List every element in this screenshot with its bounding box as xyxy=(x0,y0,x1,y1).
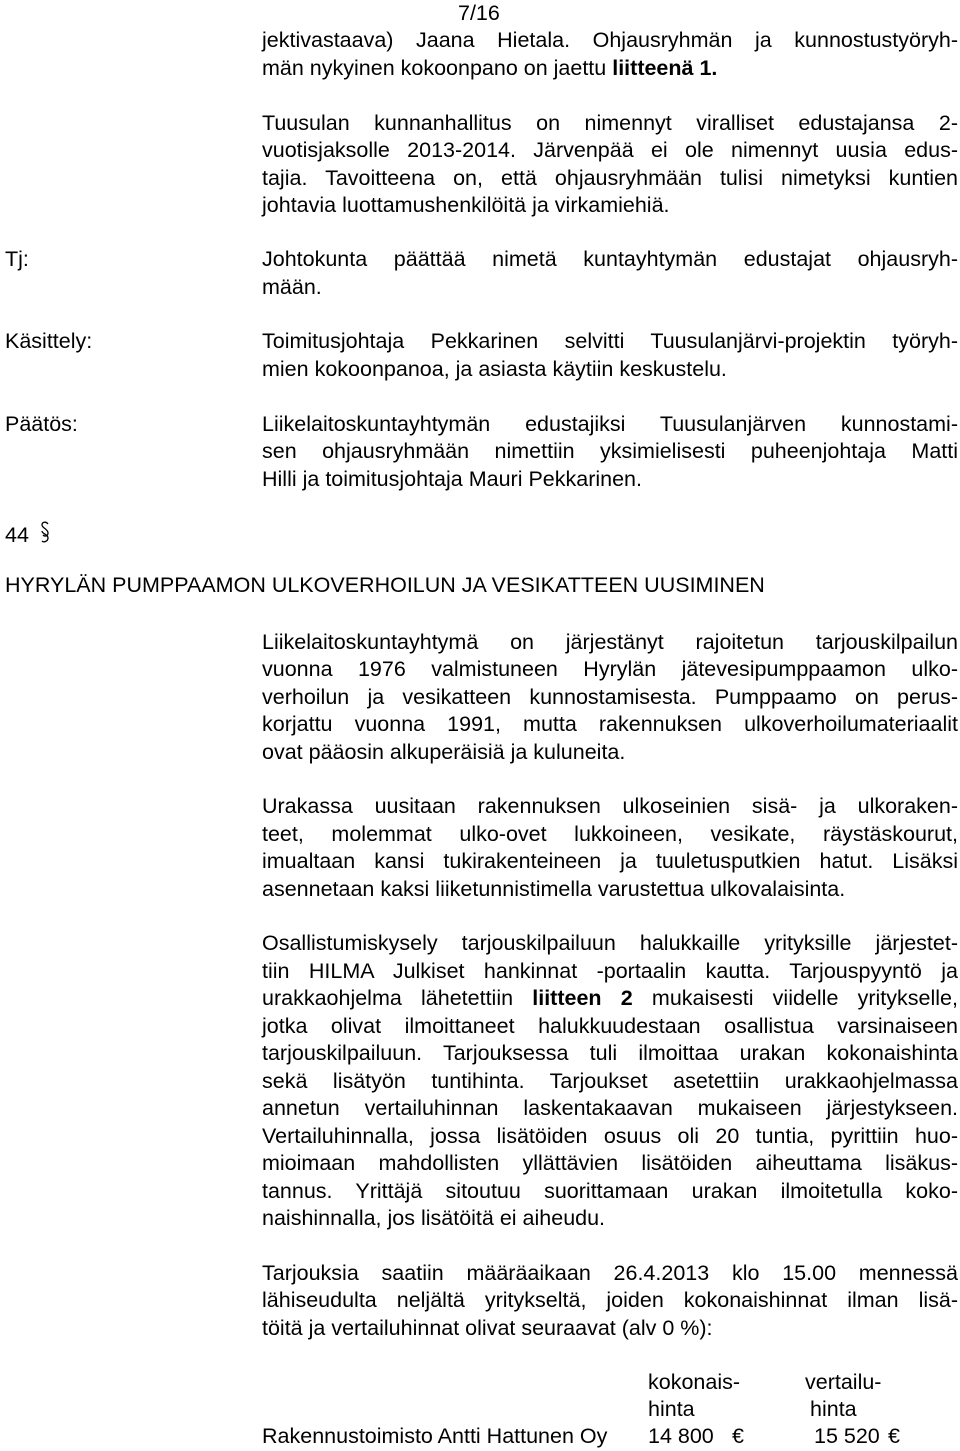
body2-line-2: teet, molemmat ulko-ovet lukkoineen, vesikate, räystäskourut, xyxy=(262,822,958,846)
kasittely-line-1: Toimitusjohtaja Pekkarinen selvitti Tuusulanjärvi-projektin työryh- xyxy=(262,329,958,353)
body2-line-1: Urakassa uusitaan rakennuksen ulkoseinien sisä- ja ulkoraken- xyxy=(262,794,958,818)
kasittely-line-2: mien kokoonpanoa, ja asiasta käytiin keskustelu. xyxy=(262,357,727,381)
body3-line-4: jotka olivat ilmoittaneet halukkuudestaan osallistua varsinaiseen xyxy=(262,1014,958,1038)
row-total: 14 800 xyxy=(648,1424,714,1448)
attachment-ref-1: liitteenä 1 xyxy=(612,56,712,80)
para2-line-1: Tuusulan kunnanhallitus on nimennyt viralliset edustajansa 2- xyxy=(262,111,958,135)
body1-line-2: vuonna 1976 valmistuneen Hyrylän jätevesipumppaamon ulko- xyxy=(262,657,958,681)
body3-line-5: tarjouskilpailuun. Tarjouksessa tuli ilmoittaa urakan kokonaishinta xyxy=(262,1041,958,1065)
table-header-total-bottom: hinta xyxy=(648,1397,695,1421)
body3-line-7: annetun vertailuhinnan laskentakaavan mukaiseen järjestykseen. xyxy=(262,1096,958,1120)
body2-line-3: imualtaan kansi tukirakenteineen ja tuuletusputkien hatut. Lisäksi xyxy=(262,849,958,873)
table-header-comparison-top: vertailu- xyxy=(805,1370,882,1394)
section-sign-icon xyxy=(39,521,51,545)
row-company: Rakennustoimisto Antti Hattunen Oy xyxy=(262,1424,608,1448)
table-header-comparison-bottom: hinta xyxy=(810,1397,857,1421)
paatos-line-3: Hilli ja toimitusjohtaja Mauri Pekkarinen. xyxy=(262,467,642,491)
tj-line-1: Johtokunta päättää nimetä kuntayhtymän edustajat ohjausryh- xyxy=(262,247,958,271)
body3-line-10: tannus. Yrittäjä sitoutuu suorittamaan urakan ilmoitetulla koko- xyxy=(262,1179,958,1203)
body3-line-9: mioimaan mahdollisten yllättävien lisätöiden aiheuttama lisäkus- xyxy=(262,1151,958,1175)
para2-line-3: tajia. Tavoitteena on, että ohjausryhmään tulisi nimetyksi kuntien xyxy=(262,166,958,190)
paatos-line-1: Liikelaitoskuntayhtymän edustajiksi Tuusulanjärven kunnostami- xyxy=(262,412,958,436)
body2-line-4: asennetaan kaksi liiketunnistimella varustettua ulkovalaisinta. xyxy=(262,877,846,901)
body3-line-11: naishinnalla, jos lisätöitä ei aiheudu. xyxy=(262,1206,606,1230)
para2-line-2: vuotisjaksolle 2013-2014. Järvenpää ei ole nimennyt uusia edus- xyxy=(262,138,958,162)
section-number: 44 xyxy=(5,521,51,550)
section-heading: HYRYLÄN PUMPPAAMON ULKOVERHOILUN JA VESIKATTEEN UUSIMINEN xyxy=(5,573,765,597)
attachment-ref-2: liitteen 2 xyxy=(532,986,633,1010)
page-number: 7/16 xyxy=(458,1,500,25)
row-total-currency: € xyxy=(732,1424,744,1448)
paatos-label: Päätös: xyxy=(5,412,78,436)
body3-line-1: Osallistumiskysely tarjouskilpailuun halukkaille yrityksille järjestet- xyxy=(262,931,958,955)
tj-line-2: mään. xyxy=(262,275,322,299)
kasittely-label: Käsittely: xyxy=(5,329,93,353)
intro-line-2: män nykyinen kokoonpano on jaettu liitteenä 1. xyxy=(262,56,718,80)
body3-line-2: tiin HILMA Julkiset hankinnat -portaalin kautta. Tarjouspyyntö ja xyxy=(262,959,958,983)
row-comparison: 15 520 xyxy=(814,1424,880,1448)
body4-line-1: Tarjouksia saatiin määräaikaan 26.4.2013 klo 15.00 mennessä xyxy=(262,1261,958,1285)
paatos-line-2: sen ohjausryhmään nimettiin yksimielisesti puheenjohtaja Matti xyxy=(262,439,958,463)
body1-line-5: ovat pääosin alkuperäisiä ja kuluneita. xyxy=(262,740,626,764)
body3-line-8: Vertailuhinnalla, jossa lisätöiden osuus oli 20 tuntia, pyrittiin huo- xyxy=(262,1124,958,1148)
tj-label: Tj: xyxy=(5,247,29,271)
body4-line-3: töitä ja vertailuhinnat olivat seuraavat (alv 0 %): xyxy=(262,1316,713,1340)
para2-line-4: johtavia luottamushenkilöitä ja virkamiehiä. xyxy=(262,193,670,217)
table-header-total-top: kokonais- xyxy=(648,1370,741,1394)
body1-line-3: verhoilun ja vesikatteen kunnostamisesta. Pumppaamo on perus- xyxy=(262,685,958,709)
body1-line-1: Liikelaitoskuntayhtymä on järjestänyt rajoitetun tarjouskilpailun xyxy=(262,630,958,654)
body3-line-3: urakkaohjelma lähetettiin liitteen 2 mukaisesti viidelle yritykselle, xyxy=(262,986,958,1010)
row-comparison-currency: € xyxy=(888,1424,900,1448)
intro-line-1: jektivastaava) Jaana Hietala. Ohjausryhmän ja kunnostustyöryh- xyxy=(262,28,958,52)
body1-line-4: korjattu vuonna 1991, mutta rakennuksen ulkoverhoilumateriaalit xyxy=(262,712,958,736)
body4-line-2: lähiseudulta neljältä yritykseltä, joiden kokonaishinnat ilman lisä- xyxy=(262,1288,958,1312)
body3-line-6: sekä lisätyön tuntihinta. Tarjoukset asetettiin urakkaohjelmassa xyxy=(262,1069,958,1093)
